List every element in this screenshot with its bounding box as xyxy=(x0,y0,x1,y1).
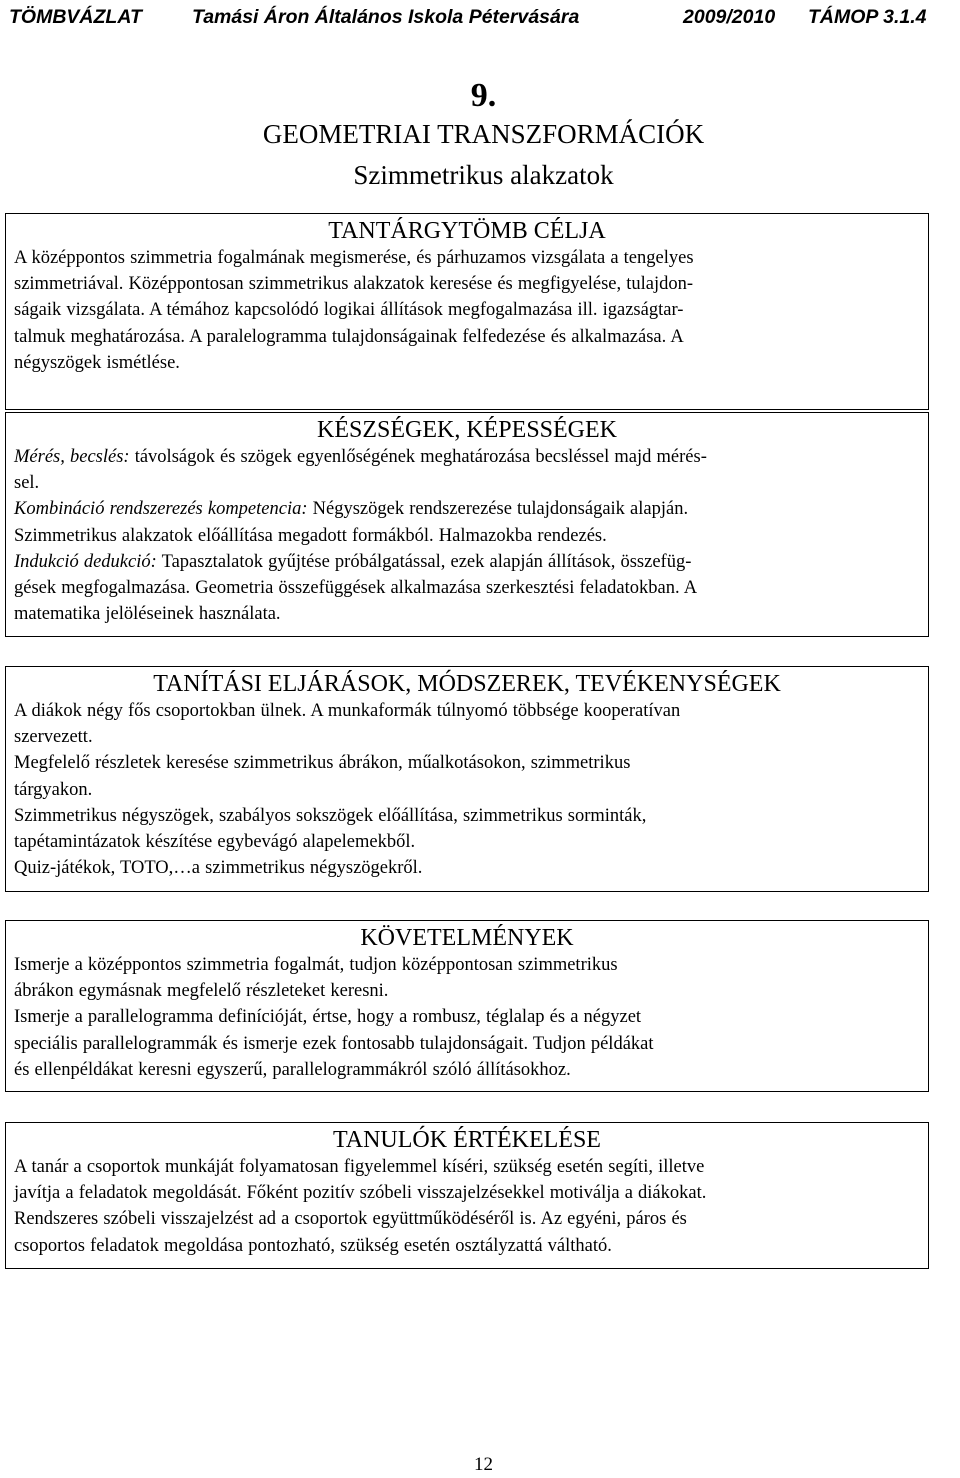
evaluation-line: A tanár a csoportok munkáját folyamatosan figyelemmel kíséri, szükség esetén segíti, illetve xyxy=(14,1157,705,1177)
skills-text-measurement: távolságok és szögek egyenlőségének meghatározása becsléssel majd mérés- xyxy=(129,447,707,467)
skills-line-measurement xyxy=(14,444,920,470)
section-requirements-heading: KÖVETELMÉNYEK xyxy=(360,925,574,951)
section-skills xyxy=(5,412,929,637)
skills-text-combination: Négyszögek rendszerezése tulajdonságaik alapján. xyxy=(307,499,689,520)
goal-line: A középpontos szimmetria fogalmának megismerése, és párhuzamos vizsgálata a tengelyes xyxy=(14,248,694,268)
chapter-subtitle: Szimmetrikus alakzatok xyxy=(353,160,614,190)
section-goal-heading: TANTÁRGYTÖMB CÉLJA xyxy=(328,218,606,244)
evaluation-line: Rendszeres szóbeli visszajelzést ad a csoportok együttműködéséről is. Az egyéni, páros és xyxy=(14,1209,687,1230)
chapter-number: 9. xyxy=(470,77,497,114)
section-requirements xyxy=(5,920,929,1092)
section-methods-heading: TANÍTÁSI ELJÁRÁSOK, MÓDSZEREK, TEVÉKENYSÉGEK xyxy=(153,671,781,697)
skills-line: matematika jelöléseinek használata. xyxy=(14,604,281,625)
evaluation-line: csoportos feladatok megoldása pontozható, szükség esetén osztályzattá váltható. xyxy=(14,1235,612,1256)
chapter-title: GEOMETRIAI TRANSZFORMÁCIÓK xyxy=(262,119,705,149)
section-evaluation-heading: TANULÓK ÉRTÉKELÉSE xyxy=(333,1127,601,1153)
requirements-line: speciális parallelogrammák és ismerje ezek fontosabb tulajdonságait. Tudjon példákat xyxy=(14,1033,654,1054)
methods-line: szervezett. xyxy=(14,727,93,748)
requirements-line: és ellenpéldákat keresni egyszerű, parallelogrammákról szóló állításokhoz. xyxy=(14,1059,571,1080)
goal-line: ságaik vizsgálata. A témához kapcsolódó logikai állítások megfogalmazása ill. igazságtar- xyxy=(14,300,684,321)
evaluation-line: javítja a feladatok megoldását. Főként pozitív szóbeli visszajelzésekkel motiválja a diákokat. xyxy=(14,1183,707,1204)
methods-line: tapétamintázatok készítése egybevágó alapelemekből. xyxy=(14,832,416,853)
header-program-code: TÁMOP 3.1.4 xyxy=(808,6,927,28)
goal-line: négyszögek ismétlése. xyxy=(14,352,180,373)
skills-line-combination xyxy=(14,496,920,522)
methods-line: Quiz-játékok, TOTO,…a szimmetrikus négyszögekről. xyxy=(14,858,423,879)
skills-label-induction: Indukció dedukció: xyxy=(14,551,157,572)
skills-label-combination: Kombináció rendszerezés kompetencia: xyxy=(14,499,308,520)
methods-line: Szimmetrikus négyszögek, szabályos sokszögek előállítása, szimmetrikus sorminták, xyxy=(14,805,647,826)
section-goal xyxy=(5,213,929,410)
methods-line: tárgyakon. xyxy=(14,779,93,800)
methods-line: Megfelelő részletek keresése szimmetrikus ábrákon, műalkotásokon, szimmetrikus xyxy=(14,753,631,774)
skills-line: sel. xyxy=(14,473,40,494)
header-school-name: Tamási Áron Általános Iskola Pétervására xyxy=(192,6,580,28)
header-document-type: TÖMBVÁZLAT xyxy=(9,6,142,28)
page-number: 12 xyxy=(474,1454,493,1475)
running-header xyxy=(0,4,960,30)
skills-line: Szimmetrikus alakzatok előállítása megadott formákból. Halmazokba rendezés. xyxy=(14,525,607,546)
requirements-line: ábrákon egymásnak megfelelő részleteket keresni. xyxy=(14,981,389,1002)
header-school-year: 2009/2010 xyxy=(683,6,776,28)
section-evaluation xyxy=(5,1122,929,1269)
goal-line: szimmetriával. Középpontosan szimmetrikus alakzatok keresése és megfigyelése, tulajdon- xyxy=(14,274,694,295)
skills-line-induction xyxy=(14,549,920,575)
section-skills-heading: KÉSZSÉGEK, KÉPESSÉGEK xyxy=(316,417,617,443)
section-methods xyxy=(5,666,929,892)
goal-line: talmuk meghatározása. A paralelogramma tulajdonságainak felfedezése és alkalmazása. A xyxy=(14,326,684,347)
skills-text-induction: Tapasztalatok gyűjtése próbálgatással, ezek alapján állítások, összefüg- xyxy=(156,551,692,572)
requirements-line: Ismerje a középpontos szimmetria fogalmát, tudjon középpontosan szimmetrikus xyxy=(14,955,618,975)
requirements-line: Ismerje a parallelogramma definícióját, értse, hogy a rombusz, téglalap és a négyzet xyxy=(14,1007,642,1028)
methods-line: A diákok négy fős csoportokban ülnek. A munkaformák túlnyomó többsége kooperatívan xyxy=(14,701,681,721)
skills-line: gések megfogalmazása. Geometria összefüggések alkalmazása szerkesztési feladatokban. A xyxy=(14,578,698,599)
skills-label-measurement: Mérés, becslés: xyxy=(14,447,130,467)
